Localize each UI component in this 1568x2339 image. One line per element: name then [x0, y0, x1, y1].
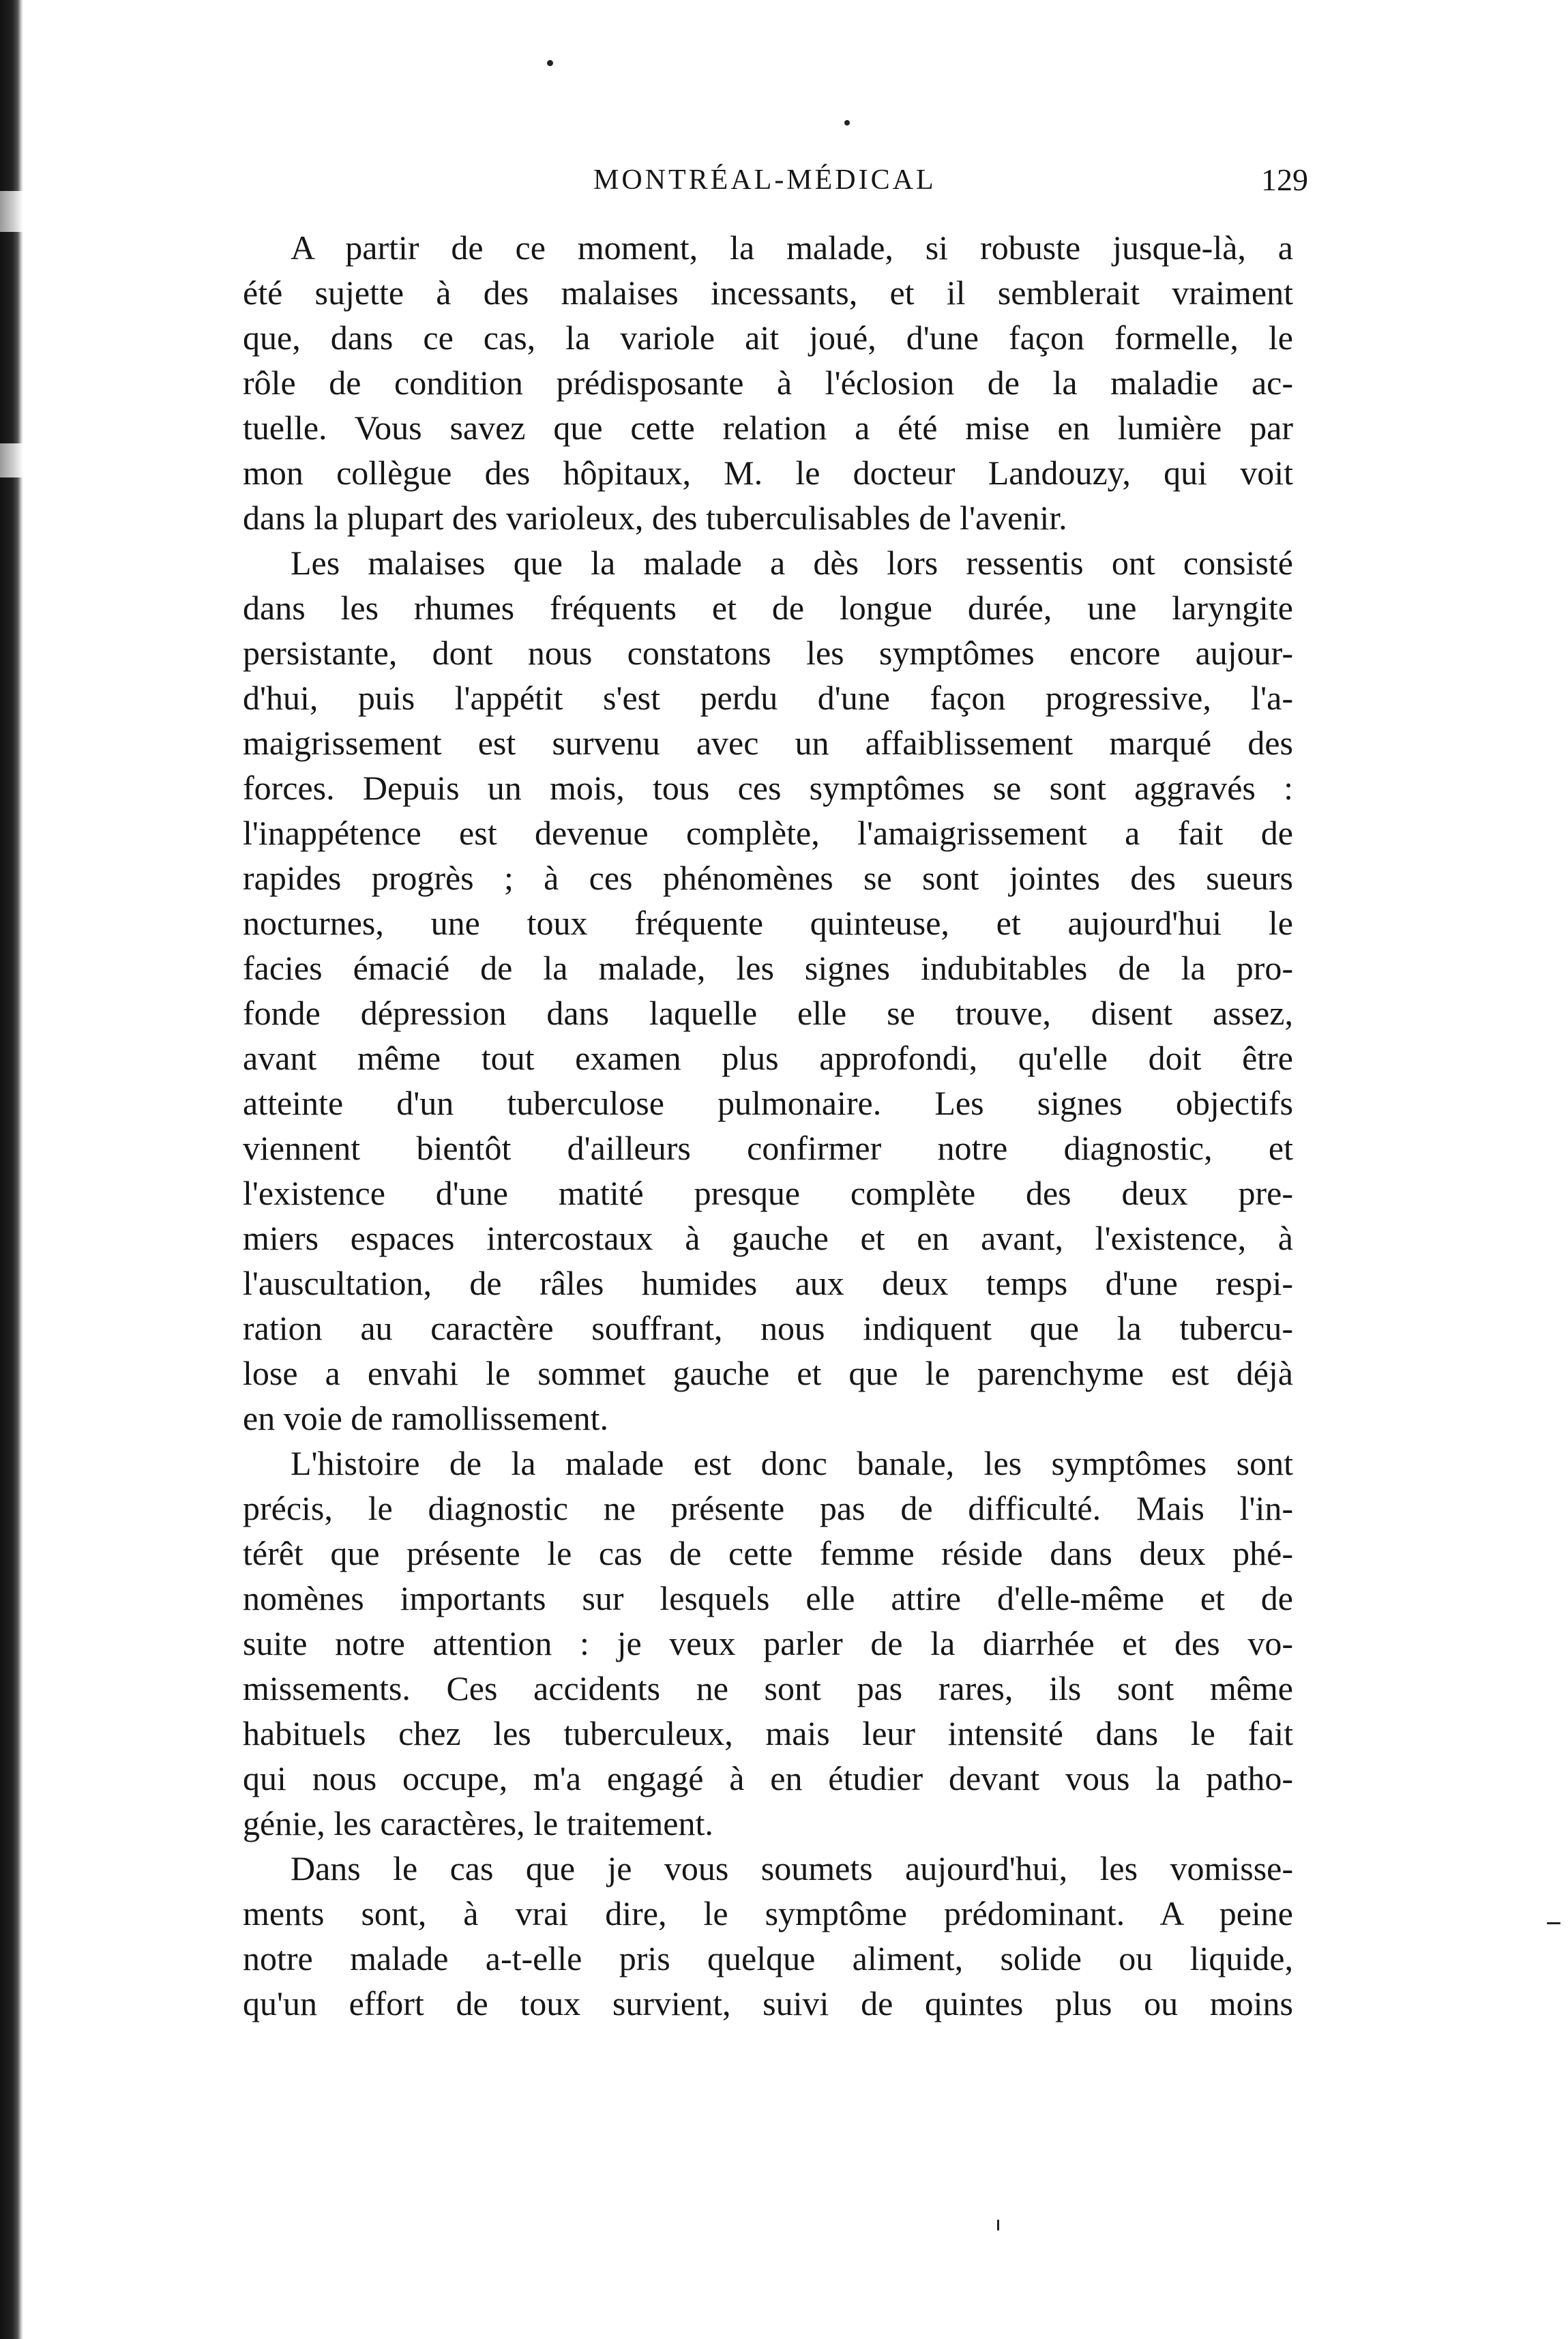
paragraph — [243, 225, 1293, 540]
text-line: nomènes importants sur lesquels elle attire d'elle-même et de — [243, 1579, 1293, 1617]
text-line: notre malade a-t-elle pris quelque aliment, solide ou liquide, — [243, 1939, 1293, 1977]
text-line: miers espaces intercostaux à gauche et en avant, l'existence, à — [243, 1219, 1293, 1257]
text-line: en voie de ramollissement. — [243, 1399, 608, 1437]
text-line: facies émacié de la malade, les signes indubitables de la pro- — [243, 949, 1293, 987]
text-line: Dans le cas que je vous soumets aujourd'hui, les vomisse- — [291, 1849, 1293, 1887]
text-line: lose a envahi le sommet gauche et que le parenchyme est déjà — [243, 1354, 1293, 1392]
paragraph — [243, 1441, 1293, 1846]
text-line: l'auscultation, de râles humides aux deux temps d'une respi- — [243, 1264, 1293, 1302]
text-line: tuelle. Vous savez que cette relation a été mise en lumière par — [243, 409, 1293, 447]
scan-speck — [547, 60, 553, 66]
paragraph — [243, 540, 1293, 1441]
text-line: missements. Ces accidents ne sont pas rares, ils sont même — [243, 1669, 1293, 1707]
text-line: d'hui, puis l'appétit s'est perdu d'une façon progressive, l'a- — [243, 679, 1293, 717]
page-header — [243, 160, 1308, 201]
text-line: que, dans ce cas, la variole ait joué, d'une façon formelle, le — [243, 319, 1293, 357]
text-line: nocturnes, une toux fréquente quinteuse, et aujourd'hui le — [243, 904, 1293, 942]
text-line: persistante, dont nous constatons les symptômes encore aujour- — [243, 634, 1293, 672]
text-line: mon collègue des hôpitaux, M. le docteur Landouzy, qui voit — [243, 454, 1293, 492]
text-line: précis, le diagnostic ne présente pas de difficulté. Mais l'in- — [243, 1489, 1293, 1527]
text-line: Les malaises que la malade a dès lors ressentis ont consisté — [291, 544, 1293, 582]
text-line: dans les rhumes fréquents et de longue durée, une laryngite — [243, 589, 1293, 627]
text-line: ration au caractère souffrant, nous indiquent que la tubercu- — [243, 1309, 1293, 1347]
text-line: forces. Depuis un mois, tous ces symptômes se sont aggravés : — [243, 769, 1293, 807]
text-line: térêt que présente le cas de cette femme réside dans deux phé- — [243, 1534, 1293, 1572]
running-title: MONTRÉAL-MÉDICAL — [593, 164, 936, 196]
text-line: avant même tout examen plus approfondi, qu'elle doit être — [243, 1039, 1293, 1077]
paragraph — [243, 1846, 1293, 2026]
text-line: rôle de condition prédisposante à l'éclosion de la maladie ac- — [243, 364, 1293, 402]
scan-binding-edge — [0, 0, 23, 2339]
scan-speck — [997, 2220, 999, 2231]
text-line: maigrissement est survenu avec un affaiblissement marqué des — [243, 724, 1293, 762]
text-line: atteinte d'un tuberculose pulmonaire. Les signes objectifs — [243, 1084, 1293, 1122]
text-line: viennent bientôt d'ailleurs confirmer notre diagnostic, et — [243, 1129, 1293, 1167]
text-line: suite notre attention : je veux parler de la diarrhée et des vo- — [243, 1624, 1293, 1662]
text-line: rapides progrès ; à ces phénomènes se sont jointes des sueurs — [243, 859, 1293, 897]
text-line: qu'un effort de toux survient, suivi de quintes plus ou moins — [243, 1984, 1293, 2022]
text-line: l'existence d'une matité presque complète des deux pre- — [243, 1174, 1293, 1212]
scan-speck — [1547, 1922, 1560, 1924]
text-line: ments sont, à vrai dire, le symptôme prédominant. A peine — [243, 1894, 1293, 1932]
text-line: A partir de ce moment, la malade, si robuste jusque-là, a — [291, 229, 1293, 267]
text-line: été sujette à des malaises incessants, et il semblerait vraiment — [243, 274, 1293, 312]
body-text — [243, 225, 1293, 2026]
text-line: fonde dépression dans laquelle elle se trouve, disent assez, — [243, 994, 1293, 1032]
text-line: dans la plupart des varioleux, des tuberculisables de l'avenir. — [243, 499, 1067, 537]
page-number: 129 — [1261, 162, 1308, 197]
text-line: habituels chez les tuberculeux, mais leur intensité dans le fait — [243, 1714, 1293, 1752]
text-line: L'histoire de la malade est donc banale, les symptômes sont — [291, 1444, 1293, 1482]
text-line: l'inappétence est devenue complète, l'amaigrissement a fait de — [243, 814, 1293, 852]
text-line: génie, les caractères, le traitement. — [243, 1804, 713, 1842]
scan-speck — [844, 120, 850, 126]
text-line: qui nous occupe, m'a engagé à en étudier devant vous la patho- — [243, 1759, 1293, 1797]
